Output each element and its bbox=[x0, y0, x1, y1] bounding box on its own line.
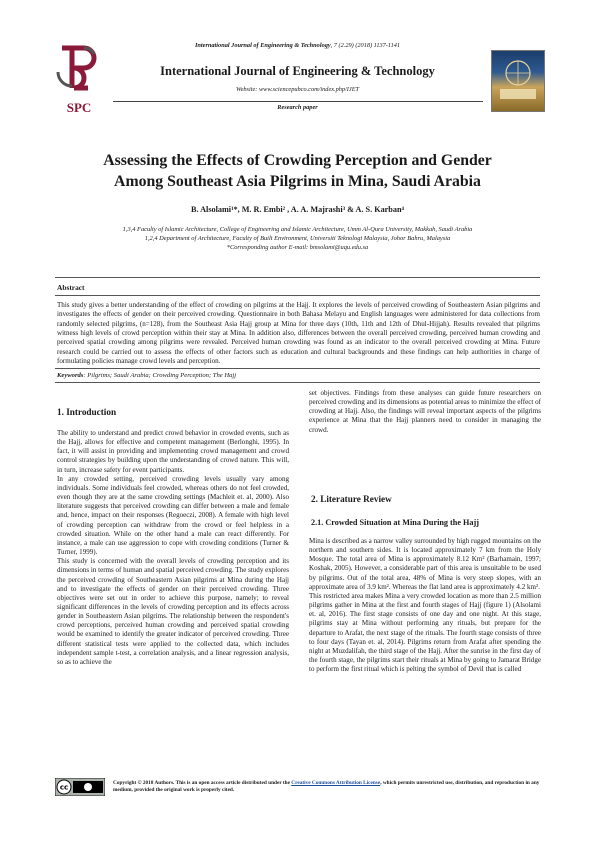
license-link[interactable]: Creative Commons Attribution License bbox=[291, 780, 381, 786]
keywords-bottom-rule bbox=[55, 382, 540, 383]
abstract-heading: Abstract bbox=[57, 283, 85, 292]
header-rule bbox=[113, 101, 483, 102]
subsection-heading-mina: 2.1. Crowded Situation at Mina During the Hajj bbox=[311, 518, 479, 527]
literature-review-body bbox=[309, 537, 541, 674]
copyright-text-start: Copyright © 2018 Authors. This is an open access article distributed under the bbox=[113, 780, 292, 786]
copyright-text-end: , which permits unrestricted use, distribution, and reproduction in any medium, provided the original work is properly cited. bbox=[113, 780, 540, 793]
introduction-continued bbox=[309, 389, 541, 435]
intro-paragraph-2: In any crowded setting, perceived crowding levels usually vary among individuals. Some individuals feel crowded, whereas others do not feel crowded, even though they are at the same crowding settings (Machleit et. al, 2000). Also literature suggests that perceived crowding can differ between a male and female and, hence, impact on their responses (Regoeczi, 2008). A female with high level of crowding perception can withdraw from the crowd or feel helpless in a crowded situation. While on the other hand a male can react differently. For instance, a male can use aggression to cope with crowding conditions (Turner & Turner, 1999). bbox=[57, 474, 289, 557]
paper-title-line-1: Assessing the Effects of Crowding Perception and Gender bbox=[103, 152, 492, 169]
abstract-head-rule bbox=[55, 295, 540, 296]
section-heading-literature-review: 2. Literature Review bbox=[311, 494, 392, 504]
journal-title: International Journal of Engineering & Technology bbox=[160, 64, 435, 78]
journal-cover-image bbox=[491, 50, 545, 112]
affiliation-2: 1,2,4 Department of Architecture, Faculty of Built Environment, Universiti Teknologi Malaysia, Johor Bahru, Malaysia bbox=[144, 235, 451, 242]
article-type: Research paper bbox=[277, 104, 318, 111]
abstract-bottom-rule bbox=[55, 368, 540, 369]
introduction-body bbox=[57, 429, 289, 667]
affiliation-1: 1,3,4 Faculty of Islamic Architecture, College of Engineering and Islamic Architecture, Umm Al-Qura University, Makkah, Saudi Arabia bbox=[122, 226, 473, 233]
lit-paragraph-2: This restricted area makes Mina a very crowded location as more than 2.5 million pilgrims gather in Mina at the first and fourth stages of Hajj (figure 1) (Alsolami et. al, 2016). The first stage consists of one day and one night. At this stage, pilgrims stay at Mina without performing any rituals, but prepare for the departure to Arafat, the next stage of the rituals. The fourth stage consists of three to four days (Tayan et. al, 2014). Pilgrims return from Arafat after spending the night at Muzdalifah, the third stage of the Hajj. After the sunrise in the first day of the fourth stage, the pilgrims start their rituals at Mina by going to Jamarat Bridge to perform the first ritual which is pelting the symbol of Devil that is called bbox=[309, 591, 541, 674]
logo-text: SPC bbox=[66, 100, 92, 115]
lit-paragraph-1: Mina is described as a narrow valley surrounded by high rugged mountains on the northern and southern sides. It is located approximately 7 km from the Holy Mosque. The total area of Mina is approximately 8.12 Km² (Barhamain, 1997; Koshak, 2005). However, a considerable part of this area is unsuitable to be used by pilgrims. Out of the total area, 48% of Mina is very steep slopes, with an approximate area of 3.9 km². Whereas the flat land area is approximately 4.2 km². bbox=[309, 537, 541, 591]
copyright-notice bbox=[113, 780, 543, 794]
intro-paragraph-1: The ability to understand and predict crowd behavior in crowded events, such as the Hajj, allows for effective and competent management (Berlonghi, 1995). In fact, it will assist in providing and implementing crowd management and crowd control strategies by building upon the understanding of crowd nature. This will, in turn, increase safety for event participants. bbox=[57, 429, 289, 474]
abstract-text: This study gives a better understanding of the effect of crowding on pilgrims at the Hajj. It explores the levels of perceived crowding of Southeastern Asian pilgrims and investigates the effects of gender on their perceived crowding. Questionnaire in both Bahasa Melayu and English languages were administered for data collections from randomly selected pilgrims, (n=128), from the Southeast Asia Hajj group at Mina for three days (10th, 11th and 12th of Dhul-Hijjah). Results revealed that pilgrims witness high levels of crowd perception within their stay at Mina. In addition also, differences between the overall perceived crowding, perceived human crowding and perceived spatial crowding among pilgrims were revealed. Perceived human crowding was found as an indicator to the overall perceived crowding at Mina. Future research could be carried out to assess the effects of other factors such as education and cultural backgrounds and these findings can help authorities in charge of formulating policies manage crowd levels and perception. bbox=[57, 301, 540, 366]
paper-title-line-2: Among Southeast Asia Pilgrims in Mina, Saudi Arabia bbox=[114, 173, 481, 190]
section-heading-introduction: 1. Introduction bbox=[57, 407, 117, 417]
journal-website: Website: www.sciencepubco.com/index.php/IJET bbox=[235, 86, 360, 93]
intro-paragraph-4: set objectives. Findings from these analyses can guide future researchers on perceived crowding and its dimensions as potential areas to minimize the effect of crowding at Hajj. Also, the findings will reveal important aspects of the pilgrims experience at Mina that the Hajj planners need to consider in managing the crowd. bbox=[309, 389, 541, 434]
journal-ref-volume: , 7 (2.29) (2018) 1137-1141 bbox=[330, 42, 401, 49]
keywords-list: : Pilgrims; Saudi Arabia; Crowding Perception; The Hajj bbox=[83, 372, 237, 379]
cc-logo-text: cc bbox=[59, 783, 69, 792]
authors: B. Alsolami¹*, M. R. Embi² , A. A. Majrashi³ & A. S. Karban⁴ bbox=[191, 205, 404, 214]
intro-paragraph-3: This study is concerned with the overall levels of crowding perception and its dimensions in terms of human and spatial perceived crowding. The study explores the perceived crowding of Southeastern Asian pilgrims at Mina during the Hajj and to investigate the effects of gender on their perceived crowding. Three objectives were set out in order to achieve this purpose, namely; to reveal significant differences in the levels of crowding perception and its effects across gender in Southeastern Asian pilgrims. The relationship between the respondent's crowd perceptions, perceived human crowding and perceived spatial crowding would be examined to identify the greater indicator of perceived crowding. Three different statistical tests were applied to the collected data, which includes independent sample t-test, a correlation analysis, and a linear regression analysis, so as to achieve the bbox=[57, 557, 289, 666]
abstract-top-rule bbox=[55, 277, 540, 278]
keywords-label: Keywords bbox=[57, 372, 84, 379]
keywords bbox=[57, 372, 540, 379]
creative-commons-badge bbox=[55, 778, 105, 796]
journal-ref-name: International Journal of Engineering & Technology bbox=[194, 42, 331, 49]
paper-title bbox=[60, 150, 535, 192]
corresponding-author: *Corresponding author E-mail: bmsolami@uqu.edu.sa bbox=[226, 244, 369, 251]
